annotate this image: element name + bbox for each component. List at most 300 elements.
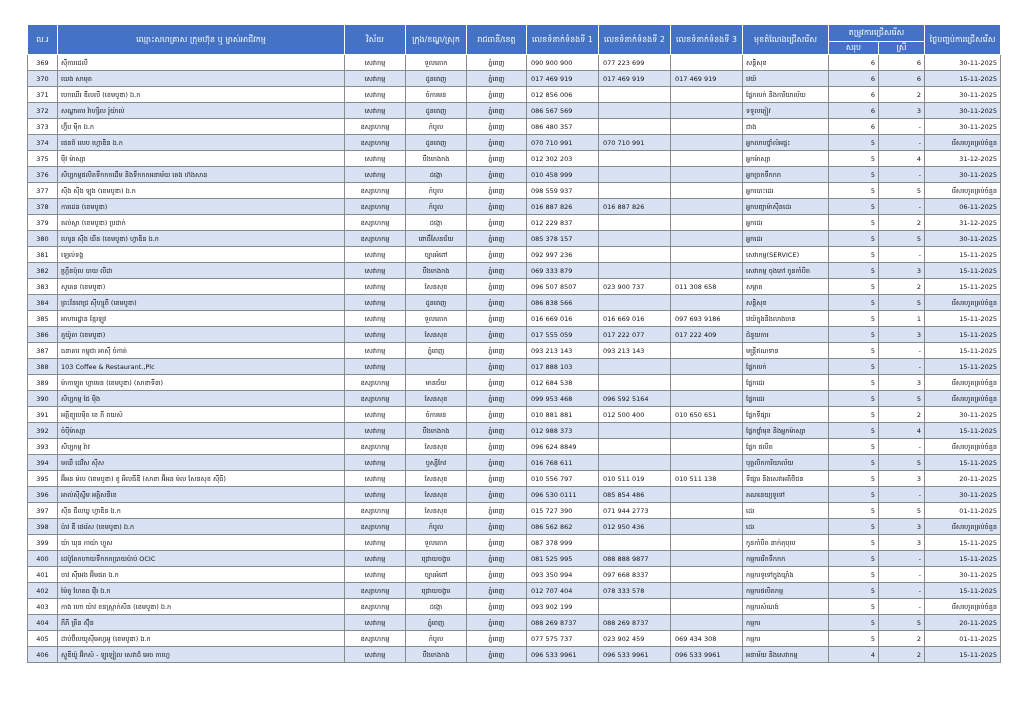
cell-phone-1: 010 881 881 xyxy=(527,407,599,423)
cell-phone-1: 069 333 879 xyxy=(527,263,599,279)
cell-company-name: អ៊ីអន ម៉ល (ខេមបូឌា) ខូ អិលធីឌី (សាខា អ៊ីអន ម៉ល សែនសុខ ស៊ីធី) xyxy=(58,471,345,487)
cell-province: ភ្នំពេញ xyxy=(467,535,527,551)
cell-total-needed: 6 xyxy=(829,55,879,71)
cell-phone-1: 086 567 569 xyxy=(527,103,599,119)
cell-deadline: 15-11-2025 xyxy=(925,423,1001,439)
cell-position: ផ្នែកដេរ xyxy=(743,391,829,407)
cell-total-needed: 5 xyxy=(829,567,879,583)
cell-deadline: 15-11-2025 xyxy=(925,647,1001,663)
cell-phone-3 xyxy=(671,103,743,119)
cell-position: ផ្នែកលក់ និងការិយាល័យ xyxy=(743,87,829,103)
cell-company-name: ធនាគារ កម្ពុជា អាស៊ី ចំកាត់ xyxy=(58,343,345,359)
cell-female-needed: - xyxy=(879,343,925,359)
table-row xyxy=(28,215,1001,231)
cell-phone-2: 071 944 2773 xyxy=(599,503,671,519)
cell-deadline: 06-11-2025 xyxy=(925,199,1001,215)
cell-phone-2: 077 223 699 xyxy=(599,55,671,71)
cell-district: កំបូល xyxy=(406,631,467,647)
cell-total-needed: 5 xyxy=(829,295,879,311)
cell-phone-2 xyxy=(599,119,671,135)
cell-district: ច្បារអំពៅ xyxy=(406,247,467,263)
cell-district: ទួលគោក xyxy=(406,311,467,327)
cell-district: កំបូល xyxy=(406,199,467,215)
cell-sector: សេវាកម្ម xyxy=(345,551,406,567)
cell-phone-3 xyxy=(671,423,743,439)
cell-province: ភ្នំពេញ xyxy=(467,55,527,71)
header-position: មុខតំណែងជ្រើសរើស xyxy=(743,25,829,55)
cell-position: មន្ត្រីឥណទាន xyxy=(743,343,829,359)
cell-company-name: ហ្វ៊ីប ម៉ីក ឯ.ក xyxy=(58,119,345,135)
cell-row-number: 377 xyxy=(28,183,58,199)
cell-position: អនាម័យ និងសេវាកម្ម xyxy=(743,647,829,663)
cell-phone-1: 086 562 862 xyxy=(527,519,599,535)
cell-province: ភ្នំពេញ xyxy=(467,215,527,231)
cell-company-name: ស្ទូឌីយ៉ូ អ៊ិកស៍ - ឡូឡៀល សេវាដ៏ អេច កាហ្វេ xyxy=(58,647,345,663)
cell-phone-3: 069 434 308 xyxy=(671,631,743,647)
cell-female-needed: - xyxy=(879,599,925,615)
cell-phone-1: 012 302 203 xyxy=(527,151,599,167)
cell-district: សែនសុខ xyxy=(406,487,467,503)
cell-position: បុគ្គលិកការិយាល័យ xyxy=(743,455,829,471)
cell-position: សន្តិសុខ xyxy=(743,55,829,71)
cell-province: ភ្នំពេញ xyxy=(467,311,527,327)
cell-district: សែនសុខ xyxy=(406,503,467,519)
cell-position: អ្នកបោះដេរ xyxy=(743,183,829,199)
cell-province: ភ្នំពេញ xyxy=(467,231,527,247)
cell-phone-3 xyxy=(671,119,743,135)
cell-female-needed: 3 xyxy=(879,535,925,551)
cell-phone-2 xyxy=(599,103,671,119)
cell-total-needed: 5 xyxy=(829,375,879,391)
cell-phone-2 xyxy=(599,183,671,199)
cell-phone-2: 017 222 077 xyxy=(599,327,671,343)
cell-row-number: 386 xyxy=(28,327,58,343)
cell-position: កម្មករ xyxy=(743,615,829,631)
cell-position: កម្មករ xyxy=(743,631,829,647)
cell-deadline: 31-12-2025 xyxy=(925,151,1001,167)
cell-deadline: 15-11-2025 xyxy=(925,343,1001,359)
cell-deadline: រើសរហូតគ្រប់ចំនួន xyxy=(925,439,1001,455)
cell-row-number: 389 xyxy=(28,375,58,391)
cell-female-needed: 3 xyxy=(879,103,925,119)
cell-row-number: 387 xyxy=(28,343,58,359)
cell-total-needed: 5 xyxy=(829,199,879,215)
cell-phone-2 xyxy=(599,423,671,439)
cell-phone-1: 096 624 8849 xyxy=(527,439,599,455)
cell-deadline: 20-11-2025 xyxy=(925,471,1001,487)
cell-province: ភ្នំពេញ xyxy=(467,183,527,199)
cell-total-needed: 6 xyxy=(829,103,879,119)
cell-position: សេវាកម្ម ចុងភៅ កូនកាំបិត xyxy=(743,263,829,279)
cell-company-name: ម៉ីវ ម៉ាស្សា xyxy=(58,151,345,167)
cell-province: ភ្នំពេញ xyxy=(467,247,527,263)
cell-company-name: ឡេល់ទង្គ xyxy=(58,247,345,263)
table-row xyxy=(28,391,1001,407)
table-row xyxy=(28,359,1001,375)
cell-total-needed: 5 xyxy=(829,183,879,199)
cell-district: បឹងកេងកង xyxy=(406,151,467,167)
cell-province: ភ្នំពេញ xyxy=(467,407,527,423)
cell-phone-1: 096 507 8507 xyxy=(527,279,599,295)
cell-sector: សេវាកម្ម xyxy=(345,455,406,471)
table-row xyxy=(28,103,1001,119)
cell-district: ទួលគោក xyxy=(406,55,467,71)
cell-phone-3: 010 650 651 xyxy=(671,407,743,423)
cell-company-name: ប៉ាវ ឌី ផេរ៉េស (ខេមបូឌា) ឯ.ក xyxy=(58,519,345,535)
table-row xyxy=(28,263,1001,279)
cell-phone-1: 010 458 999 xyxy=(527,167,599,183)
cell-phone-3 xyxy=(671,199,743,215)
table-row xyxy=(28,583,1001,599)
cell-phone-2: 096 592 5164 xyxy=(599,391,671,407)
cell-position: ផ្នែកទីផ្សារ xyxy=(743,407,829,423)
cell-phone-2 xyxy=(599,375,671,391)
cell-female-needed: - xyxy=(879,439,925,455)
cell-phone-2 xyxy=(599,439,671,455)
cell-deadline: រើសរហូតគ្រប់ចំនួន xyxy=(925,599,1001,615)
table-row xyxy=(28,551,1001,567)
cell-phone-2 xyxy=(599,599,671,615)
cell-deadline: 15-11-2025 xyxy=(925,359,1001,375)
cell-deadline: 15-11-2025 xyxy=(925,279,1001,295)
cell-sector: សេវាកម្ម xyxy=(345,471,406,487)
cell-district: ដូនពេញ xyxy=(406,295,467,311)
table-row xyxy=(28,503,1001,519)
cell-phone-3: 017 222 409 xyxy=(671,327,743,343)
cell-deadline: រើសរហូតគ្រប់ចំនួន xyxy=(925,375,1001,391)
cell-phone-1: 012 229 837 xyxy=(527,215,599,231)
cell-phone-3 xyxy=(671,87,743,103)
table-row xyxy=(28,599,1001,615)
cell-sector: សេវាកម្ម xyxy=(345,87,406,103)
cell-female-needed: 3 xyxy=(879,519,925,535)
cell-position: វេយ៍ក្នុងនិងលាងចាន xyxy=(743,311,829,327)
cell-company-name: តួយ៉ូតា (ខេមបូឌា) xyxy=(58,327,345,343)
cell-phone-1: 017 469 919 xyxy=(527,71,599,87)
cell-total-needed: 5 xyxy=(829,231,879,247)
cell-deadline: 20-11-2025 xyxy=(925,615,1001,631)
cell-province: ភ្នំពេញ xyxy=(467,343,527,359)
cell-phone-2: 085 854 486 xyxy=(599,487,671,503)
cell-phone-3: 096 533 9961 xyxy=(671,647,743,663)
cell-phone-1: 081 525 995 xyxy=(527,551,599,567)
cell-phone-1: 012 684 538 xyxy=(527,375,599,391)
cell-district: សែនសុខ xyxy=(406,327,467,343)
cell-phone-2: 016 887 826 xyxy=(599,199,671,215)
cell-phone-1: 086 838 566 xyxy=(527,295,599,311)
cell-sector: ឧស្សាហកម្ម xyxy=(345,599,406,615)
cell-province: ភ្នំពេញ xyxy=(467,439,527,455)
table-row xyxy=(28,407,1001,423)
cell-phone-3: 017 469 919 xyxy=(671,71,743,87)
cell-sector: សេវាកម្ម xyxy=(345,311,406,327)
cell-phone-1: 087 378 999 xyxy=(527,535,599,551)
cell-phone-2: 097 668 8337 xyxy=(599,567,671,583)
cell-deadline: រើសរហូតគ្រប់ចំនួន xyxy=(925,183,1001,199)
cell-total-needed: 5 xyxy=(829,631,879,647)
cell-female-needed: 4 xyxy=(879,151,925,167)
cell-phone-3 xyxy=(671,519,743,535)
cell-phone-1: 017 555 059 xyxy=(527,327,599,343)
cell-position: កម្មកររើកទឹកកក xyxy=(743,551,829,567)
cell-row-number: 383 xyxy=(28,279,58,295)
cell-total-needed: 6 xyxy=(829,119,879,135)
cell-female-needed: 6 xyxy=(879,55,925,71)
cell-sector: ឧស្សាហកម្ម xyxy=(345,183,406,199)
cell-row-number: 385 xyxy=(28,311,58,327)
cell-total-needed: 5 xyxy=(829,343,879,359)
cell-female-needed: 5 xyxy=(879,231,925,247)
cell-company-name: សូគេន (ខេមបូឌា) xyxy=(58,279,345,295)
cell-sector: សេវាកម្ម xyxy=(345,103,406,119)
cell-company-name: ស៊ីង ស៊ីង ឡុង (ខេមបូឌា) ឯ.ក xyxy=(58,183,345,199)
cell-row-number: 378 xyxy=(28,199,58,215)
cell-phone-3 xyxy=(671,583,743,599)
cell-sector: សេវាកម្ម xyxy=(345,647,406,663)
cell-deadline: 30-11-2025 xyxy=(925,487,1001,503)
cell-row-number: 391 xyxy=(28,407,58,423)
cell-phone-1: 092 997 236 xyxy=(527,247,599,263)
header-deadline: ថ្ងៃបញ្ចប់ការជ្រើសរើស xyxy=(925,25,1001,55)
cell-phone-2: 023 902 459 xyxy=(599,631,671,647)
cell-row-number: 380 xyxy=(28,231,58,247)
cell-sector: សេវាកម្ម xyxy=(345,295,406,311)
cell-phone-2: 096 533 9961 xyxy=(599,647,671,663)
cell-female-needed: 5 xyxy=(879,295,925,311)
cell-phone-2: 093 213 143 xyxy=(599,343,671,359)
cell-phone-3 xyxy=(671,375,743,391)
cell-total-needed: 5 xyxy=(829,279,879,295)
table-row xyxy=(28,439,1001,455)
cell-company-name: សិប្បកម្ម ជៃ ម៉ិង xyxy=(58,391,345,407)
cell-female-needed: 2 xyxy=(879,215,925,231)
cell-province: ភ្នំពេញ xyxy=(467,87,527,103)
cell-row-number: 390 xyxy=(28,391,58,407)
cell-total-needed: 5 xyxy=(829,551,879,567)
cell-position: អ្នកបញ្ជាម៉ាស៊ីនដេរ xyxy=(743,199,829,215)
cell-row-number: 398 xyxy=(28,519,58,535)
cell-province: ភ្នំពេញ xyxy=(467,647,527,663)
cell-position: ផ្នែក ផលិត xyxy=(743,439,829,455)
cell-female-needed: 1 xyxy=(879,311,925,327)
cell-position: វេយ៍ xyxy=(743,71,829,87)
cell-row-number: 370 xyxy=(28,71,58,87)
header-no: ល.រ xyxy=(28,25,58,55)
cell-sector: សេវាកម្ម xyxy=(345,567,406,583)
cell-phone-2 xyxy=(599,535,671,551)
cell-province: ភ្នំពេញ xyxy=(467,103,527,119)
cell-phone-3: 097 693 9186 xyxy=(671,311,743,327)
cell-phone-1: 093 902 199 xyxy=(527,599,599,615)
cell-female-needed: - xyxy=(879,135,925,151)
cell-row-number: 375 xyxy=(28,151,58,167)
cell-sector: សេវាកម្ម xyxy=(345,71,406,87)
cell-province: ភ្នំពេញ xyxy=(467,167,527,183)
cell-province: ភ្នំពេញ xyxy=(467,71,527,87)
cell-district: ចំការមន xyxy=(406,87,467,103)
header-phone-1: លេខទំនាក់ទំនងទី 1 xyxy=(527,25,599,55)
cell-deadline: 15-11-2025 xyxy=(925,551,1001,567)
cell-row-number: 401 xyxy=(28,567,58,583)
table-row xyxy=(28,55,1001,71)
cell-position: សន្តិសុខ xyxy=(743,295,829,311)
cell-company-name: ចំប៉ីម៉ាស្សា xyxy=(58,423,345,439)
cell-position: ទីផ្សារ និងសេវាអតិថិជន xyxy=(743,471,829,487)
cell-deadline: 30-11-2025 xyxy=(925,167,1001,183)
cell-female-needed: - xyxy=(879,567,925,583)
cell-deadline: រើសរហូតគ្រប់ចំនួន xyxy=(925,295,1001,311)
cell-phone-2 xyxy=(599,247,671,263)
cell-female-needed: 2 xyxy=(879,647,925,663)
cell-province: ភ្នំពេញ xyxy=(467,519,527,535)
table-row xyxy=(28,455,1001,471)
cell-phone-2: 010 511 019 xyxy=(599,471,671,487)
cell-total-needed: 5 xyxy=(829,135,879,151)
cell-total-needed: 6 xyxy=(829,71,879,87)
cell-company-name: អាហារដ្ឋាន ខ្មែរឡូវ xyxy=(58,311,345,327)
cell-female-needed: 5 xyxy=(879,503,925,519)
table-row xyxy=(28,375,1001,391)
cell-province: ភ្នំពេញ xyxy=(467,279,527,295)
cell-sector: សេវាកម្ម xyxy=(345,55,406,71)
cell-row-number: 379 xyxy=(28,215,58,231)
cell-company-name: ព្រះវ័នពេជ្រ ស៊ីហ្សូពី (ខេមបូឌា) xyxy=(58,295,345,311)
cell-phone-3 xyxy=(671,343,743,359)
cell-row-number: 395 xyxy=(28,471,58,487)
cell-phone-3 xyxy=(671,615,743,631)
cell-phone-3 xyxy=(671,487,743,503)
cell-deadline: រើសរហូតគ្រប់ចំនួន xyxy=(925,519,1001,535)
cell-position: អ្នកច្រកទឹកកក xyxy=(743,167,829,183)
cell-province: ភ្នំពេញ xyxy=(467,327,527,343)
table-body xyxy=(28,55,1001,663)
cell-deadline: 30-11-2025 xyxy=(925,87,1001,103)
cell-company-name: ស៊ីន ជីលឃ្វ ហ្វាឌិន ឯ.ក xyxy=(58,503,345,519)
cell-phone-1: 070 710 991 xyxy=(527,135,599,151)
cell-district: ទួលគោក xyxy=(406,535,467,551)
cell-phone-3 xyxy=(671,167,743,183)
header-district: ក្រុង/ខណ្ឌ/ស្រុក xyxy=(406,25,467,55)
table-row xyxy=(28,71,1001,87)
cell-phone-1: 090 900 900 xyxy=(527,55,599,71)
cell-phone-2 xyxy=(599,455,671,471)
cell-phone-2: 088 269 8737 xyxy=(599,615,671,631)
cell-row-number: 374 xyxy=(28,135,58,151)
cell-sector: ឧស្សាហកម្ម xyxy=(345,503,406,519)
cell-company-name: ម៉ាកាឡូត ហ្គាមេន (ខេមបូឌា) (សាខាទី៣) xyxy=(58,375,345,391)
cell-phone-3 xyxy=(671,231,743,247)
cell-company-name: គល់ស្លា (ខេមបូឌា) ប្រដាក់ xyxy=(58,215,345,231)
cell-position: អ្នកលាបថ្នាំលំអផ្ទះ xyxy=(743,135,829,151)
cell-total-needed: 5 xyxy=(829,151,879,167)
cell-position: ជាង xyxy=(743,119,829,135)
cell-district: ដូនពេញ xyxy=(406,103,467,119)
cell-province: ភ្នំពេញ xyxy=(467,423,527,439)
cell-position: អ្នកម៉ាស្សា xyxy=(743,151,829,167)
cell-province: ភ្នំពេញ xyxy=(467,375,527,391)
cell-row-number: 381 xyxy=(28,247,58,263)
table-row xyxy=(28,119,1001,135)
cell-phone-2: 016 669 016 xyxy=(599,311,671,327)
cell-position: ទទួលភ្ញៀវ xyxy=(743,103,829,119)
cell-phone-3 xyxy=(671,551,743,567)
cell-company-name: យ៉ា ឃុន កាយ៉ា ហ្វូស xyxy=(58,535,345,551)
cell-sector: ឧស្សាហកម្ម xyxy=(345,631,406,647)
cell-total-needed: 5 xyxy=(829,615,879,631)
cell-deadline: 30-11-2025 xyxy=(925,55,1001,71)
table-row xyxy=(28,231,1001,247)
cell-position: កម្មករទូទៅក្នុងឃ្លាំង xyxy=(743,567,829,583)
cell-sector: ឧស្សាហកម្ម xyxy=(345,583,406,599)
cell-district: បឹងកេងកង xyxy=(406,647,467,663)
cell-total-needed: 5 xyxy=(829,519,879,535)
cell-phone-3 xyxy=(671,55,743,71)
cell-province: ភ្នំពេញ xyxy=(467,151,527,167)
cell-province: ភ្នំពេញ xyxy=(467,455,527,471)
cell-company-name: ចាវ ស៊ីអេង អ៊ីមផត ឯ.ក xyxy=(58,567,345,583)
table-row xyxy=(28,87,1001,103)
cell-sector: សេវាកម្ម xyxy=(345,407,406,423)
cell-phone-3 xyxy=(671,295,743,311)
cell-female-needed: 2 xyxy=(879,87,925,103)
table-row xyxy=(28,631,1001,647)
cell-total-needed: 5 xyxy=(829,327,879,343)
cell-province: ភ្នំពេញ xyxy=(467,503,527,519)
table-row xyxy=(28,135,1001,151)
cell-phone-2: 012 950 436 xyxy=(599,519,671,535)
cell-female-needed: - xyxy=(879,487,925,503)
cell-phone-3 xyxy=(671,455,743,471)
cell-female-needed: - xyxy=(879,167,925,183)
cell-phone-3 xyxy=(671,263,743,279)
cell-phone-2 xyxy=(599,87,671,103)
table-row xyxy=(28,199,1001,215)
cell-female-needed: 5 xyxy=(879,183,925,199)
cell-sector: ឧស្សាហកម្ម xyxy=(345,439,406,455)
cell-row-number: 403 xyxy=(28,599,58,615)
cell-position: ដេរ xyxy=(743,519,829,535)
cell-deadline: 31-12-2025 xyxy=(925,215,1001,231)
cell-row-number: 399 xyxy=(28,535,58,551)
header-need: តម្រូវការជ្រើសរើស xyxy=(829,25,925,42)
cell-female-needed: 3 xyxy=(879,327,925,343)
cell-phone-2 xyxy=(599,151,671,167)
cell-province: ភ្នំពេញ xyxy=(467,599,527,615)
cell-deadline: 01-11-2025 xyxy=(925,631,1001,647)
cell-district: ច្បារអំពៅ xyxy=(406,567,467,583)
cell-phone-3 xyxy=(671,135,743,151)
cell-phone-3 xyxy=(671,151,743,167)
cell-row-number: 400 xyxy=(28,551,58,567)
cell-district: ចំការមន xyxy=(406,407,467,423)
cell-row-number: 396 xyxy=(28,487,58,503)
cell-deadline: 30-11-2025 xyxy=(925,119,1001,135)
cell-phone-1: 099 953 468 xyxy=(527,391,599,407)
cell-province: ភ្នំពេញ xyxy=(467,567,527,583)
cell-female-needed: 2 xyxy=(879,631,925,647)
cell-female-needed: 2 xyxy=(879,279,925,295)
cell-sector: ឧស្សាហកម្ម xyxy=(345,135,406,151)
cell-total-needed: 5 xyxy=(829,439,879,455)
cell-deadline: 15-11-2025 xyxy=(925,327,1001,343)
cell-sector: ឧស្សាហកម្ម xyxy=(345,375,406,391)
cell-company-name: សណ្ឋាគារ វ៉ាហ្សិល រ៉ូយ៉ាល់ xyxy=(58,103,345,119)
header-name: ឈ្មោះសហគ្រាស ក្រុមហ៊ុន ឬ ម្ចាស់អាជីវកម្ម xyxy=(58,25,345,55)
cell-position: ដេរ xyxy=(743,503,829,519)
cell-deadline: 30-11-2025 xyxy=(925,103,1001,119)
cell-phone-1: 096 530 0111 xyxy=(527,487,599,503)
cell-district: ដូនពេញ xyxy=(406,135,467,151)
